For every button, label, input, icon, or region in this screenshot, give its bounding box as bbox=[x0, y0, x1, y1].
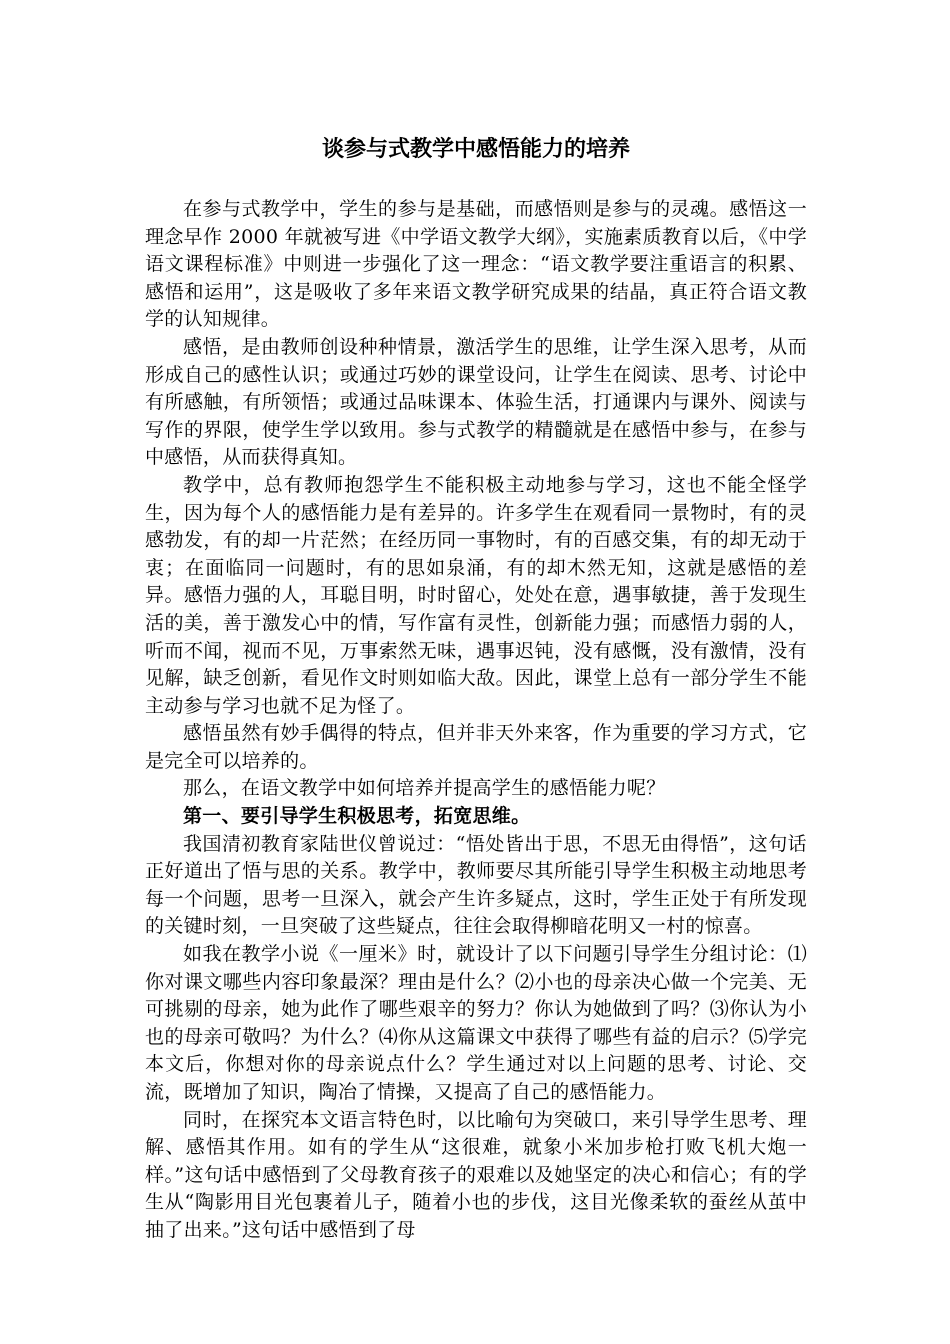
paragraph-2: 感悟，是由教师创设种种情景，激活学生的思维，让学生深入思考，从而形成自己的感性认识；或通过巧妙的课堂设问，让学生在阅读、思考、讨论中有所感触，有所领悟；或通过品味课本、体验生活，打通课内与课外、阅读与写作的界限，使学生学以致用。参与式教学的精髓就是在感悟中参与，在参与中感悟，从而获得真知。 bbox=[145, 335, 807, 469]
paragraph-4: 感悟虽然有妙手偶得的特点，但并非天外来客，作为重要的学习方式，它是完全可以培养的。 bbox=[145, 722, 807, 772]
paragraph-3: 教学中，总有教师抱怨学生不能积极主动地参与学习，这也不能全怪学生，因为每个人的感悟能力是有差异的。许多学生在观看同一景物时，有的灵感勃发，有的却一片茫然；在经历同一事物时，有的百感交集，有的却无动于衷；在面临同一问题时，有的思如泉涌，有的却木然无知，这就是感悟的差异。感悟力强的人，耳聪目明，时时留心，处处在意，遇事敏捷，善于发现生活的美，善于激发心中的情，写作富有灵性，创新能力强；而感悟力弱的人，听而不闻，视而不见，万事索然无味，遇事迟钝，没有感慨，没有激情，没有见解，缺乏创新，看见作文时则如临大敌。因此，课堂上总有一部分学生不能主动参与学习也就不足为怪了。 bbox=[145, 473, 807, 717]
document-page bbox=[145, 0, 807, 1344]
paragraph-7: 如我在教学小说《一厘米》时，就设计了以下问题引导学生分组讨论：⑴你对课文哪些内容印象最深？理由是什么？⑵小也的母亲决心做一个完美、无可挑剔的母亲，她为此作了哪些艰辛的努力？你认为她做到了吗？⑶你认为小也的母亲可敬吗？为什么？⑷你从这篇课文中获得了哪些有益的启示？⑸学完本文后，你想对你的母亲说点什么？学生通过对以上问题的思考、讨论、交流，既增加了知识，陶冶了情操，又提高了自己的感悟能力。 bbox=[145, 943, 807, 1103]
paragraph-5: 那么，在语文教学中如何培养并提高学生的感悟能力呢？ bbox=[183, 777, 666, 800]
document-title: 谈参与式教学中感悟能力的培养 bbox=[321, 136, 630, 162]
paragraph-8: 同时，在探究本文语言特色时，以比喻句为突破口，来引导学生思考、理解、感悟其作用。如有的学生从“这很难，就象小米加步枪打败飞机大炮一样。”这句话中感悟到了父母教育孩子的艰难以及她坚定的决心和信心；有的学生从“陶影用目光包裹着儿子，随着小也的步伐，这目光像柔软的蚕丝从茧中抽了出来。”这句话中感悟到了母 bbox=[145, 1108, 807, 1241]
document-body bbox=[145, 196, 807, 1245]
paragraph-6: 我国清初教育家陆世仪曾说过：“悟处皆出于思，不思无由得悟”，这句话正好道出了悟与思的关系。教学中，教师要尽其所能引导学生积极主动地思考每一个问题，思考一旦深入，就会产生许多疑点，这时，学生正处于有所发现的关键时刻，一旦突破了这些疑点，往往会取得柳暗花明又一村的惊喜。 bbox=[145, 832, 807, 938]
section-heading-1: 第一、要引导学生积极思考，拓宽思维。 bbox=[183, 805, 531, 828]
paragraph-1: 在参与式教学中，学生的参与是基础，而感悟则是参与的灵魂。感悟这一理念早作 2000 年就被写进《中学语文教学大纲》，实施素质教育以后，《中学语文课程标准》中则进一步强化了这一理念：“语文教学要注重语言的积累、感悟和运用”，这是吸收了多年来语文教学研究成果的结晶，真正符合语文教学的认知规律。 bbox=[145, 198, 807, 331]
